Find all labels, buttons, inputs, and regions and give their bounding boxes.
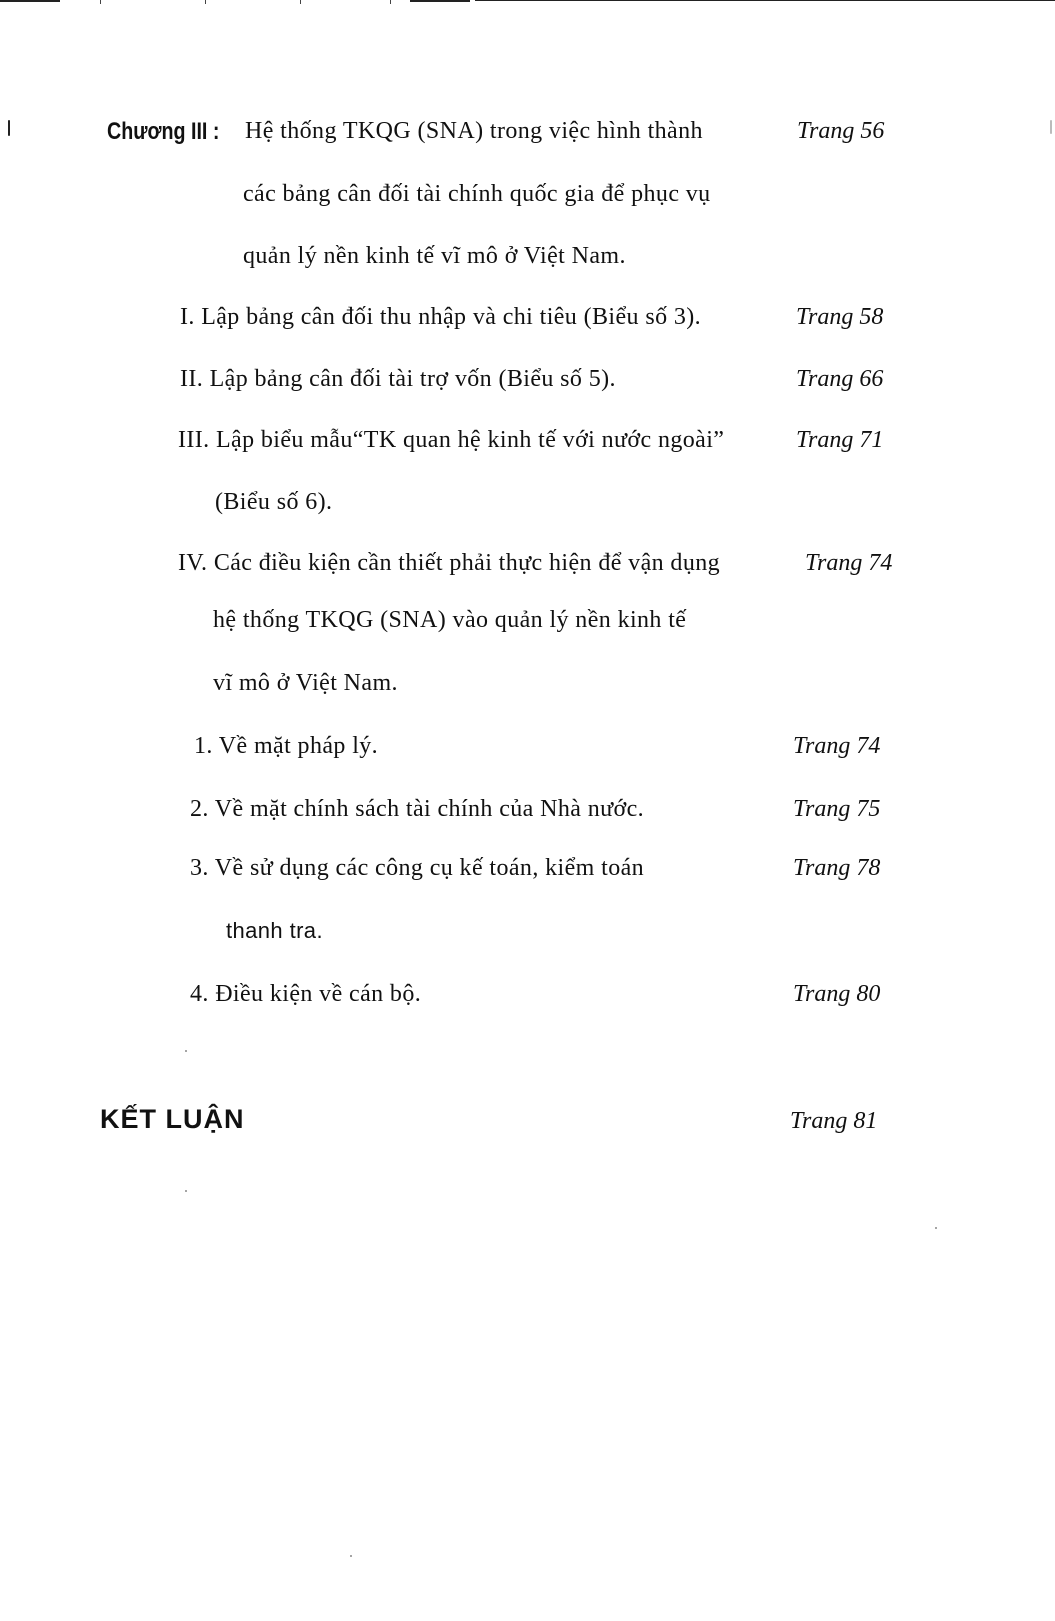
scan-tick	[205, 0, 206, 4]
chapter-label: Chương III :	[107, 118, 220, 145]
scan-tick	[100, 0, 101, 4]
section-i: I. Lập bảng cân đối thu nhập và chi tiêu (Biểu số 3).	[180, 304, 702, 330]
scan-tick	[390, 0, 391, 4]
section-ii: II. Lập bảng cân đối tài trợ vốn (Biểu số 5).	[180, 366, 616, 392]
page-ref: Trang 56	[797, 118, 885, 144]
scan-top-border	[475, 0, 1055, 1]
section-iii-cont: (Biểu số 6).	[215, 489, 333, 515]
conclusion-heading: KẾT LUẬN	[100, 1104, 245, 1134]
section-iv-cont: hệ thống TKQG (SNA) vào quản lý nền kinh tế	[213, 607, 687, 633]
chapter-title-line: các bảng cân đối tài chính quốc gia để phục vụ	[243, 181, 711, 207]
page-ref: Trang 80	[793, 981, 881, 1007]
scan-top-border	[0, 0, 60, 2]
scan-speck	[185, 1190, 187, 1192]
chapter-title-line: Hệ thống TKQG (SNA) trong việc hình thành	[245, 118, 703, 144]
subsection-3: 3. Về sử dụng các công cụ kế toán, kiểm toán	[190, 855, 645, 881]
scan-top-border	[410, 0, 470, 2]
section-iii: III. Lập biểu mẫu“TK quan hệ kinh tế với nước ngoài”	[178, 427, 725, 453]
scan-speck	[1050, 120, 1052, 134]
subsection-3-cont: thanh tra.	[226, 918, 323, 943]
scan-speck	[8, 120, 10, 136]
page-ref: Trang 66	[796, 366, 884, 392]
page-ref: Trang 81	[790, 1108, 878, 1134]
scan-speck	[185, 1050, 187, 1052]
subsection-2: 2. Về mặt chính sách tài chính của Nhà nước.	[190, 796, 645, 822]
chapter-title-line: quản lý nền kinh tế vĩ mô ở Việt Nam.	[243, 243, 626, 269]
page-ref: Trang 71	[796, 427, 884, 453]
page-ref: Trang 74	[805, 550, 893, 576]
section-iv: IV. Các điều kiện cần thiết phải thực hiện để vận dụng	[178, 550, 721, 576]
page-ref: Trang 75	[793, 796, 881, 822]
scan-speck	[350, 1555, 352, 1557]
scan-tick	[300, 0, 301, 4]
subsection-4: 4. Điều kiện về cán bộ.	[190, 981, 422, 1007]
section-iv-cont: vĩ mô ở Việt Nam.	[213, 670, 398, 696]
page-ref: Trang 78	[793, 855, 881, 881]
page-ref: Trang 74	[793, 733, 881, 759]
scan-speck	[935, 1227, 937, 1229]
subsection-1: 1. Về mặt pháp lý.	[194, 733, 379, 759]
page-ref: Trang 58	[796, 304, 884, 330]
